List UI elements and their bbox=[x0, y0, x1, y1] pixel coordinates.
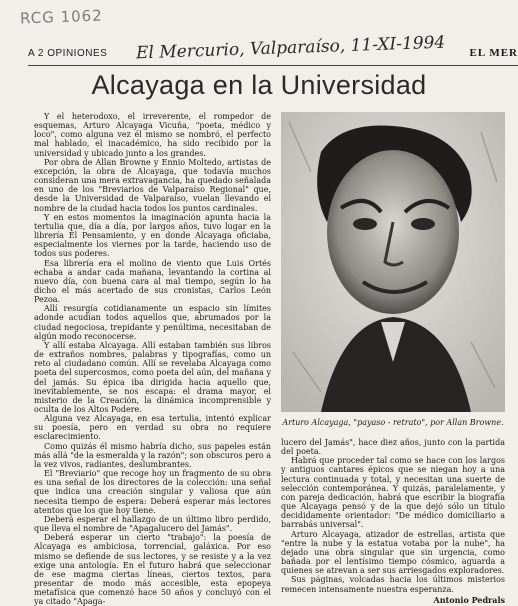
right-column bbox=[281, 438, 505, 605]
handwritten-source-note: El Mercurio, Valparaíso, 11-XI-1994 bbox=[135, 32, 446, 64]
portrait-illustration bbox=[281, 112, 505, 412]
paragraph: Alguna vez Alcayaga, en esa tertulia, intentó explicar su poesía, pero en verdad su obra no requiere esclarecimiento. bbox=[34, 414, 271, 442]
article-title: Alcayaga en la Universidad bbox=[91, 70, 427, 100]
paragraph: Y en estos momentos la imaginación apunta hacia la tertulia que, día a día, por largos años, tuvo lugar en la librería El Pensamiento, y en donde Alcayaga oficiaba, especialmente los viernes por la tarde, haciendo uso de todos sus poderes. bbox=[34, 212, 271, 259]
newspaper-brand: EL MER bbox=[469, 47, 518, 59]
paragraph: Como quizás él mismo habría dicho, sus papeles están más allá "de la esmeralda y la razón"; son obscuros pero a la vez vivos, radiantes, deslumbrantes. bbox=[34, 441, 271, 469]
paragraph: Esa librería era el molino de viento que Luis Ortés echaba a andar cada mañana, levantando la cortina al nuevo día, con buena cara al mal tiempo, según lo ha dicho el más acertado de sus cronistas, Carlos León Pezoa. bbox=[34, 258, 271, 305]
page-header bbox=[28, 32, 518, 66]
paragraph: Y el heterodoxo, el irreverente, el rompedor de esquemas, Arturo Alcayaga Vicuña, "poeta, médico y loco", como alguna vez él mismo se nombró, el perfecto mal hablado, el inacadémico, ha sido recibido por la universidad y ubicado junto a los grandes. bbox=[34, 112, 271, 158]
portrait-photo bbox=[281, 112, 505, 412]
paragraph: Deberá esperar el hallazgo de un último libro perdido, que lleva el nombre de "Apagalucero del Jamás". bbox=[34, 514, 271, 534]
paragraph: Y allí estaba Alcayaga. Allí estaban también sus libros de extraños nombres, palabras y tipografías, como un reto al ciudadano común. Allí se revelaba Alcayaga como poeta del supercosmos, como poeta del aún, del mañana y del jamás. Su épica iba dirigida hacia aquello que, inevitablemente, se nos escapa: el drama mayor, el misterio de la Creación, la dinámica incomprensible y oculta de los Altos Podere. bbox=[34, 340, 271, 414]
header-rule bbox=[28, 65, 518, 66]
paragraph: Allí resurgía cotidianamente un espacio sin límites adonde acudían todos aquellos que, abrumados por la ciudad negociosa, trepidante y penúltima, necesitaban de algún modo reconocerse. bbox=[34, 304, 271, 341]
left-column bbox=[34, 112, 271, 606]
section-label: A 2 OPINIONES bbox=[28, 48, 108, 59]
paragraph: El "Breviario" que recoge hoy un fragmento de su obra es una señal de los directores de la colección: una señal que indica una creación singular y valiosa que aún necesita tiempo de espera: Deberá esperar más lectores atentos que los que hoy tiene. bbox=[34, 469, 271, 515]
paragraph: Por obra de Allan Browne y Ennio Moltedo, artistas de excepción, la obra de Alcayaga, que todavía muchos consideran una mera extravagancia, ha quedado señalada en uno de los "Breviarios de Valparaíso Regional" que, desde la Universidad de Valparaíso, vuelan llevando el nombre de la ciudad hacia todos los puntos cardinales. bbox=[34, 157, 271, 213]
archive-stamp: RCG 1062 bbox=[19, 6, 104, 28]
paragraph: Habrá que proceder tal como se hace con los largos y antiguos cantares épicos que se niegan hoy a una lectura continuada y total, y necesitan una suerte de selección contemporánea. Y quizás, paralelamente, y con pareja dedicación, habrá que escribir la biografía que Alcayaga pensó y de la que dejó sólo un título decididamente orientador: "De médico domiciliario a barrabás universal". bbox=[281, 456, 505, 530]
paragraph: Deberá esperar un cierto "trabajo": la poesía de Alcayaga es ambiciosa, torrencial, galáxica. Por eso mismo se defiende de sus lectores, y se resiste y a la vez exige una antología. En el futuro habrá que seleccionar de ese magma ciertas líneas, ciertos textos, para presentar de modo más accesible, esta epopeya metafísica que comenzó hace 50 años y concluyó con el ya citado "Apaga- bbox=[34, 533, 271, 606]
paragraph: Sus páginas, volcadas hacia los últimos misterios remecen intensamente nuestra esperanza. bbox=[281, 575, 505, 594]
author-signature: Antonio Pedrals bbox=[433, 594, 505, 605]
paragraph: Arturo Alcayaga, atizador de estrellas, artista que "entre la nube y la estatua votaba por la nube", ha dejado una obra singular que sin urgencia, como bañada por el lentísimo tiempo cósmico, aguarda a quienes se atrevan a ser sus arriesgados exploradores. bbox=[281, 529, 505, 576]
paragraph: lucero del Jamás", hace diez años, junto con la partida del poeta. bbox=[281, 438, 505, 457]
photo-caption: Arturo Alcayaga, "payaso - retrato", por Allan Browne. bbox=[282, 418, 504, 427]
